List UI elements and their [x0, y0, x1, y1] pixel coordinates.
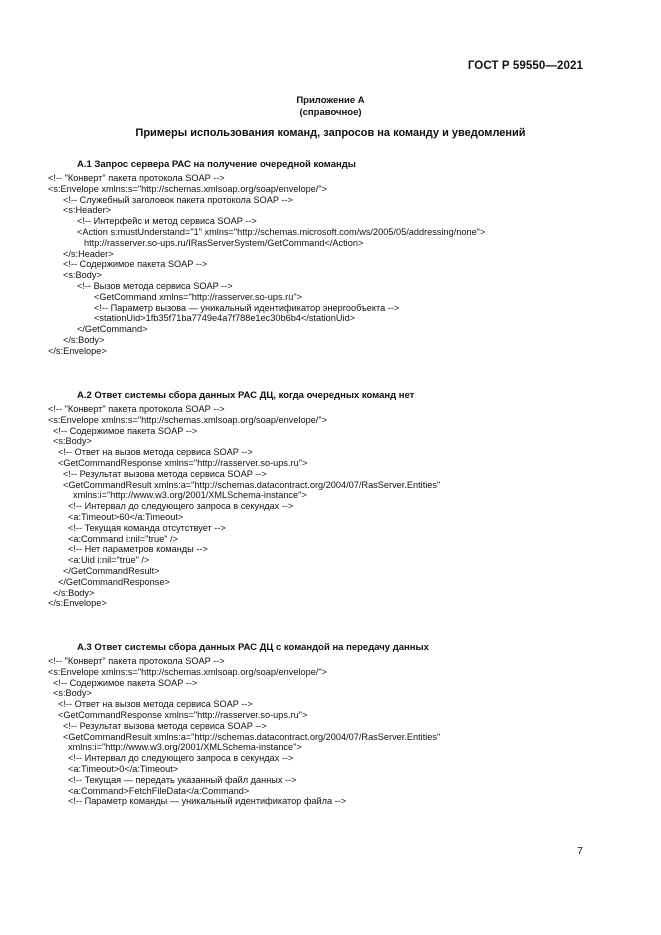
page-number: 7 [577, 845, 583, 857]
code-line: </s:Body> [53, 587, 95, 598]
code-line: <!-- Параметр вызова — уникальный идентификатор энергообъекта --> [94, 302, 400, 313]
code-line: <!-- Параметр команды — уникальный идентификатор файла --> [68, 796, 347, 807]
section-a3 [0, 642, 661, 807]
code-line: <!-- Текущая команда отсутствует --> [68, 522, 226, 533]
code-line: <a:Timeout>60</a:Timeout> [68, 511, 184, 522]
code-line: <GetCommandResult xmlns:a="http://schemas.datacontract.org/2004/07/RasServer.Entities" [63, 479, 441, 490]
code-line: <s:Body> [53, 436, 92, 447]
code-line: <!-- Нет параметров команды --> [68, 544, 208, 555]
code-line: <a:Command i:nil="true" /> [68, 533, 178, 544]
code-block [0, 656, 661, 807]
code-line: <!-- Содержимое пакета SOAP --> [63, 259, 208, 270]
main-title: Примеры использования команд, запросов на команду и уведомлений [135, 127, 526, 139]
code-line: </s:Envelope> [48, 345, 107, 356]
code-line: <!-- Ответ на вызов метода сервиса SOAP --> [58, 447, 253, 458]
code-line: <s:Envelope xmlns:s="http://schemas.xmlsoap.org/soap/envelope/"> [48, 414, 327, 425]
code-line: <!-- "Конверт" пакета протокола SOAP --> [48, 173, 225, 183]
code-line: </s:Envelope> [48, 598, 107, 609]
code-line: <GetCommandResult xmlns:a="http://schemas.datacontract.org/2004/07/RasServer.Entities" [63, 731, 441, 742]
code-line: <GetCommandResponse xmlns="http://rasserver.so-ups.ru"> [58, 457, 308, 468]
code-line: <!-- Интервал до следующего запроса в секундах --> [68, 501, 294, 512]
standard-designation: ГОСТ Р 59550—2021 [467, 60, 583, 72]
annex-subtitle: (справочное) [299, 106, 362, 118]
code-line: <a:Uid i:nil="true" /> [68, 555, 150, 566]
code-line: <s:Body> [63, 270, 102, 281]
code-line: <!-- Результат вызова метода сервиса SOAP --> [63, 468, 267, 479]
code-line: <s:Header> [63, 205, 112, 216]
code-line: <GetCommand xmlns="http://rasserver.so-ups.ru"> [94, 291, 302, 302]
code-line: <s:Body> [53, 688, 92, 699]
code-line: <!-- Содержимое пакета SOAP --> [53, 677, 198, 688]
section-title: А.1 Запрос сервера РАС на получение очередной команды [77, 159, 356, 170]
section-title: А.3 Ответ системы сбора данных РАС ДЦ с командой на передачу данных [77, 642, 429, 653]
code-line: </s:Body> [63, 334, 105, 345]
code-line: <stationUid>1fb35f71ba7749e4a7f788e1ec30b6b4</stationUid> [94, 313, 356, 324]
code-line: <!-- Ответ на вызов метода сервиса SOAP --> [58, 699, 253, 710]
code-line: <s:Envelope xmlns:s="http://schemas.xmlsoap.org/soap/envelope/"> [48, 666, 327, 677]
code-line: <Action s:mustUnderstand="1" xmlns="http://schemas.microsoft.com/ws/2005/05/addressing/none"> [77, 226, 486, 237]
code-line: <!-- "Конверт" пакета протокола SOAP --> [48, 656, 225, 666]
section-title: А.2 Ответ системы сбора данных РАС ДЦ, когда очередных команд нет [77, 390, 415, 401]
section-a1 [0, 159, 661, 357]
code-line: <a:Timeout>0</a:Timeout> [68, 763, 179, 774]
code-line: <s:Envelope xmlns:s="http://schemas.xmlsoap.org/soap/envelope/"> [48, 183, 327, 194]
code-line: <!-- Содержимое пакета SOAP --> [53, 425, 198, 436]
code-line: <!-- "Конверт" пакета протокола SOAP --> [48, 404, 225, 414]
code-line: </GetCommandResult> [63, 565, 160, 576]
code-line: <a:Command>FetchFileData</a:Command> [68, 785, 250, 796]
code-line: </GetCommand> [77, 324, 148, 335]
code-block [0, 404, 661, 609]
code-line: <!-- Текущая — передать указанный файл данных --> [68, 774, 297, 785]
code-line: <GetCommandResponse xmlns="http://rasserver.so-ups.ru"> [58, 709, 308, 720]
code-line: xmlns:i="http://www.w3.org/2001/XMLSchema-instance"> [68, 742, 302, 753]
code-line: xmlns:i="http://www.w3.org/2001/XMLSchema-instance"> [73, 490, 307, 501]
code-line: </GetCommandResponse> [58, 576, 170, 587]
code-line: <!-- Интервал до следующего запроса в секундах --> [68, 753, 294, 764]
code-line: </s:Header> [63, 248, 114, 259]
code-line: <!-- Служебный заголовок пакета протокола SOAP --> [63, 194, 293, 205]
code-line: http://rasserver.so-ups.ru/IRasServerSystem/GetCommand</Action> [84, 237, 364, 248]
code-line: <!-- Результат вызова метода сервиса SOAP --> [63, 720, 267, 731]
code-line: <!-- Интерфейс и метод сервиса SOAP --> [77, 216, 257, 227]
code-line: <!-- Вызов метода сервиса SOAP --> [77, 280, 233, 291]
code-block [0, 173, 661, 357]
section-a2 [0, 390, 661, 609]
annex-heading [0, 95, 661, 118]
annex-title: Приложение А [296, 95, 365, 106]
